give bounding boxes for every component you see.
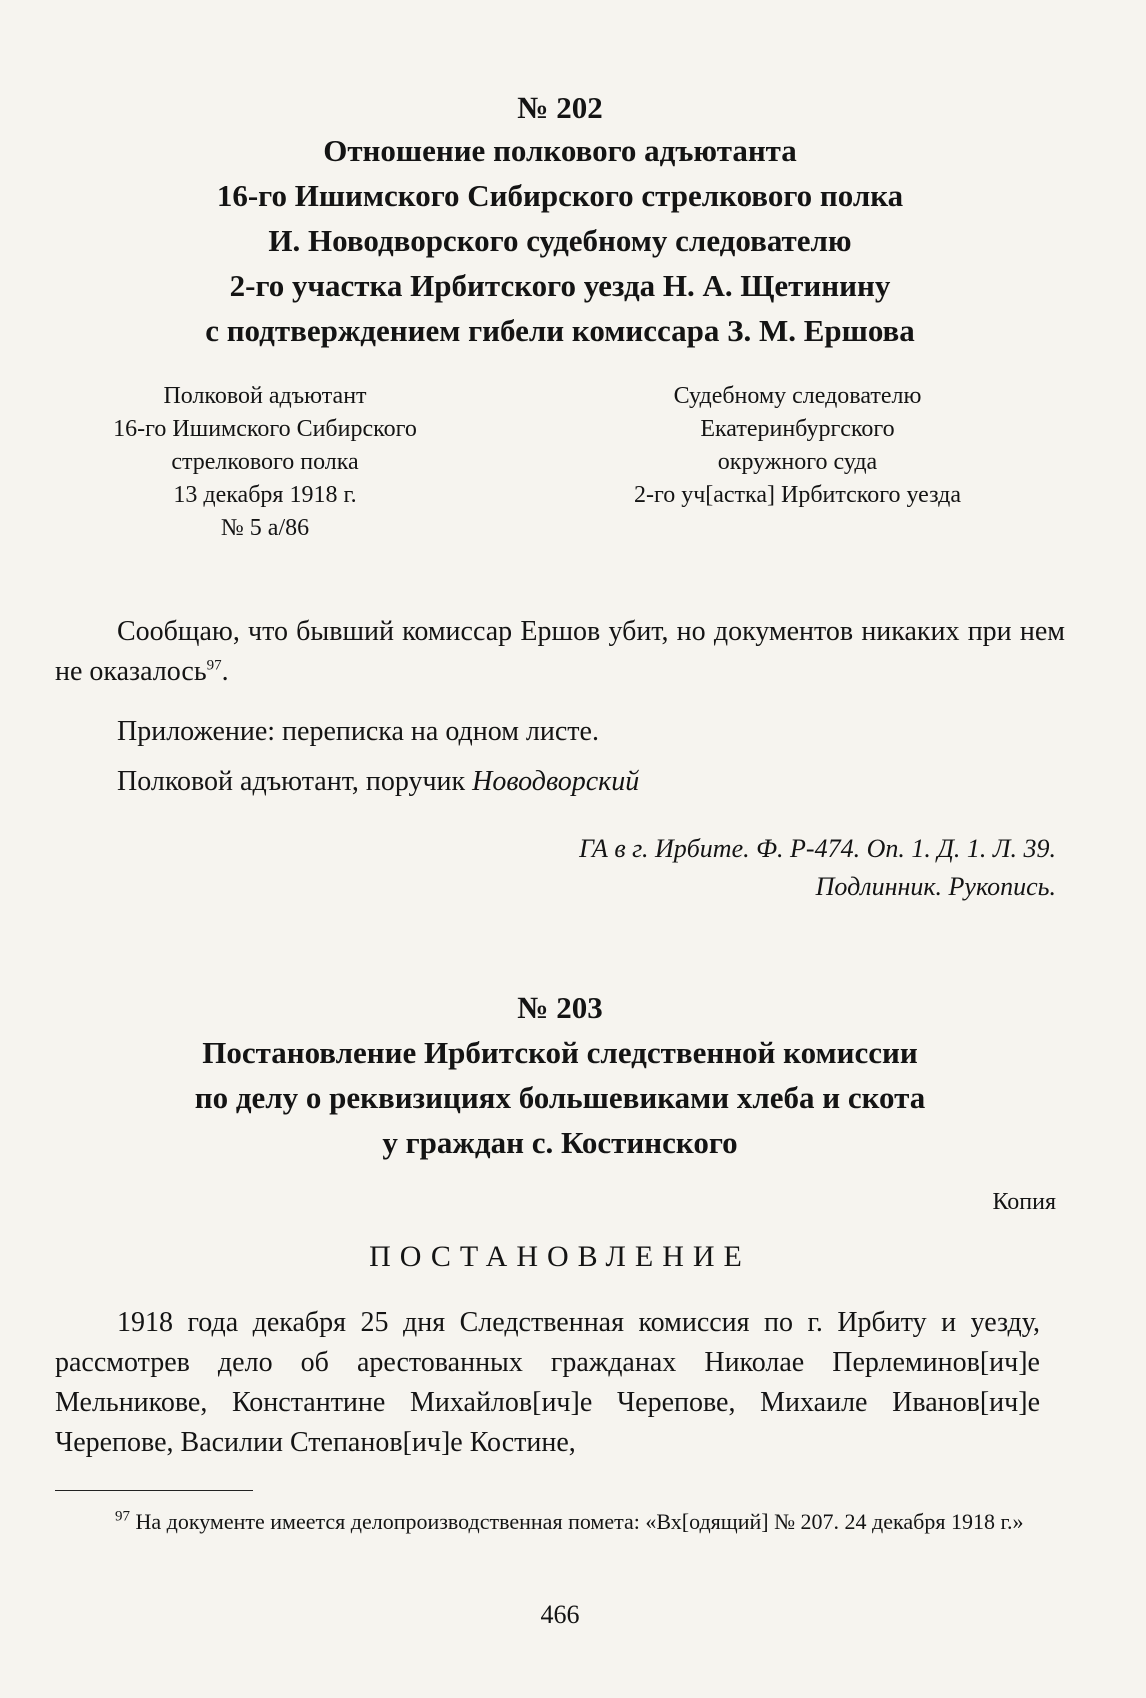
doc203-title-line: Постановление Ирбитской следственной комиссии — [202, 1035, 918, 1070]
doc203-number: № 203 — [517, 990, 603, 1025]
sender-reference: № 5 а/86 — [220, 515, 310, 541]
footnote-text: На документе имеется делопроизводственная помета: «Вх[одящий] № 207. 24 декабря 1918 г.» — [135, 1509, 1024, 1534]
doc202-title — [55, 128, 1065, 353]
doc203-title — [55, 1030, 1065, 1165]
doc202-sender — [70, 380, 460, 545]
doc203-title-line: у граждан с. Костинского — [382, 1125, 738, 1160]
doc203-body: 1918 года декабря 25 дня Следственная комиссия по г. Ирбиту и уезду, рассмотрев дело об арестованных гражданах Николае Перлеминов[ич]е Мельникове, Константине Михайлов[ич]е Черепове, Михаиле Иванов[ич]е Черепове, Василии Степанов[ич]е Костине, — [55, 1307, 1040, 1458]
footnote-rule — [55, 1490, 253, 1491]
signature-label: Полковой адъютант, поручик — [117, 766, 473, 797]
doc202-archive — [579, 830, 1056, 906]
doc202-number: № 202 — [517, 90, 603, 125]
doc202-body-text: Сообщаю, что бывший комиссар Ершов убит, но документов никаких при нем не оказалось — [55, 616, 1065, 687]
doc202-title-line: И. Новодворского судебному следователю — [268, 223, 852, 258]
doc202-title-line: Отношение полкового адъютанта — [323, 133, 797, 168]
doc202-title-line: 16-го Ишимского Сибирского стрелкового полка — [216, 178, 904, 213]
doc202-recipient — [575, 380, 1020, 512]
doc203-heading: ПОСТАНОВЛЕНИЕ — [369, 1240, 751, 1273]
sender-line: Полковой адъютант — [163, 383, 367, 409]
doc203-title-line: по делу о реквизициях большевиками хлеба и скота — [194, 1080, 926, 1115]
page-number: 466 — [540, 1600, 580, 1629]
doc202-title-line: с подтверждением гибели комиссара З. М. Ершова — [205, 313, 915, 348]
archive-note: Подлинник. Рукопись. — [815, 872, 1056, 901]
sender-date: 13 декабря 1918 г. — [173, 482, 357, 508]
doc202-signature — [55, 762, 1065, 802]
sender-line: стрелкового полка — [171, 449, 359, 475]
doc203-copy-label: Копия — [992, 1189, 1056, 1215]
recipient-line: окружного суда — [717, 449, 878, 475]
doc202-body: Сообщаю, что бывший комиссар Ершов убит, но документов никаких при нем не оказалось$^{97}$. — [55, 616, 1065, 687]
footnote-ref: 97 — [206, 657, 222, 674]
footnote — [55, 1505, 1040, 1539]
doc202-attachment: Приложение: переписка на одном листе. — [117, 716, 599, 747]
recipient-line: Судебному следователю — [673, 383, 922, 409]
doc202-title-line: 2-го участка Ирбитского уезда Н. А. Щетинину — [229, 268, 891, 303]
recipient-line: Екатеринбургского — [700, 416, 895, 442]
footnote-mark: 97 — [115, 1508, 130, 1525]
archive-reference: ГА в г. Ирбите. Ф. Р-474. Оп. 1. Д. 1. Л. 39. — [579, 834, 1056, 863]
sender-line: 16-го Ишимского Сибирского — [113, 416, 417, 442]
signature-name: Новодворский — [472, 766, 640, 797]
recipient-line: 2-го уч[астка] Ирбитского уезда — [633, 482, 962, 508]
